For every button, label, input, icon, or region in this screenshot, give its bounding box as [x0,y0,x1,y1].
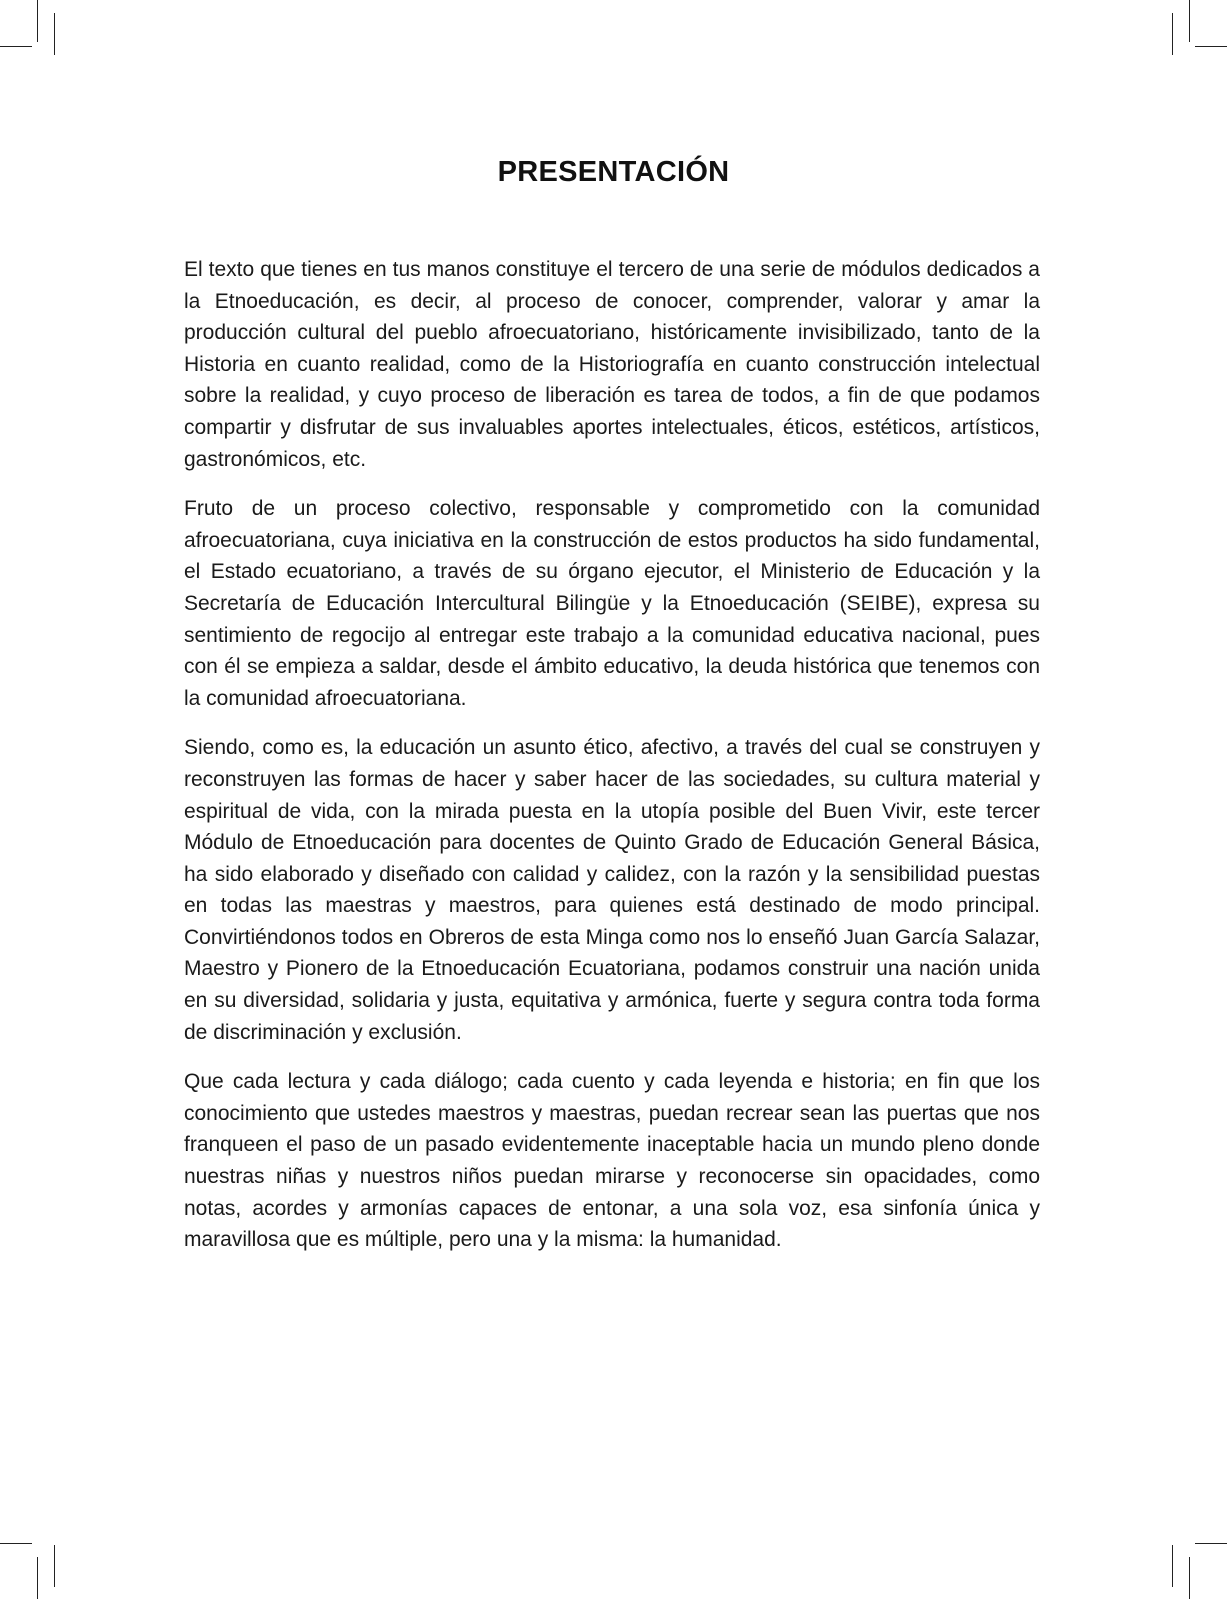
paragraph-1: El texto que tienes en tus manos constituye el tercero de una serie de módulos dedicados a la Etnoeducación, es decir, al proceso de conocer, comprender, valorar y amar la producción cultural del pueblo afroecuatoriano, históricamente invisibilizado, tanto de la Historia en cuanto realidad, como de la Historiografía en cuanto construcción intelectual sobre la realidad, y cuyo proceso de liberación es tarea de todos, a fin de que podamos compartir y disfrutar de sus invaluables aportes intelectuales, éticos, estéticos, artísticos, gastronómicos, etc. [184,258,1040,471]
crop-mark [0,1543,32,1544]
body-text [184,254,1040,1274]
page-title: PRESENTACIÓN [497,156,730,188]
crop-mark [1189,0,1190,42]
paragraph-3: Siendo, como es, la educación un asunto ético, afectivo, a través del cual se construyen y reconstruyen las formas de hacer y saber hacer de las sociedades, su cultura material y espiritual de vida, con la mirada puesta en la utopía posible del Buen Vivir, este tercer Módulo de Etnoeducación para docentes de Quinto Grado de Educación General Básica, ha sido elaborado y diseñado con calidad y calidez, con la razón y la sensibilidad puestas en todas las maestras y maestros, para quienes está destinado de modo principal. Convirtiéndonos todos en Obreros de esta Minga como nos lo enseñó Juan García Salazar, Maestro y Pionero de la Etnoeducación Ecuatoriana, podamos construir una nación unida en su diversidad, solidaria y justa, equitativa y armónica, fuerte y segura contra toda forma de discriminación y exclusión. [184,736,1040,1044]
crop-mark [37,1557,38,1599]
crop-mark [37,0,38,42]
crop-mark [1195,1543,1227,1544]
crop-mark [1195,46,1227,47]
paragraph-4: Que cada lectura y cada diálogo; cada cuento y cada leyenda e historia; en fin que los conocimiento que ustedes maestros y maestras, puedan recrear sean las puertas que nos franqueen el paso de un pasado evidentemente inaceptable hacia un mundo pleno donde nuestras niñas y nuestros niños puedan mirarse y reconocerse sin opacidades, como notas, acordes y armonías capaces de entonar, a una sola voz, esa sinfonía única y maravillosa que es múltiple, pero una y la misma: la humanidad. [184,1070,1040,1252]
crop-mark [54,1545,55,1587]
crop-mark [54,13,55,55]
crop-mark [1189,1557,1190,1599]
crop-mark [1172,1545,1173,1587]
paragraph-2: Fruto de un proceso colectivo, responsable y comprometido con la comunidad afroecuatoriana, cuya iniciativa en la construcción de estos productos ha sido fundamental, el Estado ecuatoriano, a través de su órgano ejecutor, el Ministerio de Educación y la Secretaría de Educación Intercultural Bilingüe y la Etnoeducación (SEIBE), expresa su sentimiento de regocijo al entregar este trabajo a la comunidad educativa nacional, pues con él se empieza a saldar, desde el ámbito educativo, la deuda histórica que tenemos con la comunidad afroecuatoriana. [184,497,1040,710]
crop-mark [1172,13,1173,55]
crop-mark [0,46,32,47]
